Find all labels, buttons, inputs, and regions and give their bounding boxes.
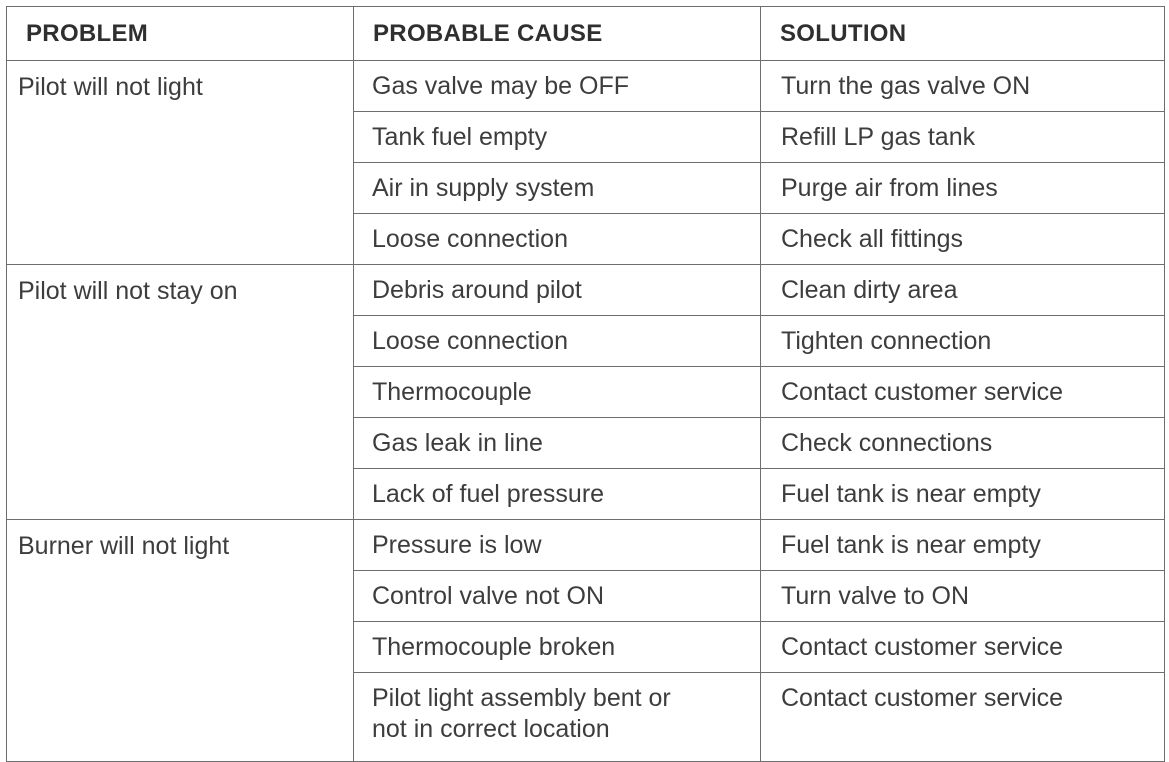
problem-cell: Pilot will not light — [7, 61, 354, 265]
solution-cell: Check all fittings — [761, 214, 1165, 265]
solution-cell: Turn the gas valve ON — [761, 61, 1165, 112]
cause-cell: Lack of fuel pressure — [354, 469, 761, 520]
troubleshooting-document — [6, 6, 1164, 746]
solution-cell: Clean dirty area — [761, 265, 1165, 316]
solution-cell: Fuel tank is near empty — [761, 520, 1165, 571]
cause-cell: Tank fuel empty — [354, 112, 761, 163]
solution-cell: Fuel tank is near empty — [761, 469, 1165, 520]
table-row — [7, 265, 1165, 316]
cause-cell: Loose connection — [354, 214, 761, 265]
cause-cell: Pressure is low — [354, 520, 761, 571]
cause-cell: Air in supply system — [354, 163, 761, 214]
cause-cell: Thermocouple — [354, 367, 761, 418]
header-problem: PROBLEM — [7, 7, 354, 61]
solution-cell: Contact customer service — [761, 673, 1165, 762]
solution-cell: Purge air from lines — [761, 163, 1165, 214]
cause-cell: Loose connection — [354, 316, 761, 367]
cause-cell: Thermocouple broken — [354, 622, 761, 673]
header-probable-cause: PROBABLE CAUSE — [354, 7, 761, 61]
table-row — [7, 520, 1165, 571]
cause-cell: Debris around pilot — [354, 265, 761, 316]
problem-cell: Burner will not light — [7, 520, 354, 762]
cause-cell: Control valve not ON — [354, 571, 761, 622]
cause-cell: Gas valve may be OFF — [354, 61, 761, 112]
table-header-row — [7, 7, 1165, 61]
cause-cell: Gas leak in line — [354, 418, 761, 469]
solution-cell: Turn valve to ON — [761, 571, 1165, 622]
header-solution: SOLUTION — [761, 7, 1165, 61]
solution-cell: Contact customer service — [761, 367, 1165, 418]
cause-cell: Pilot light assembly bent or not in correct location — [354, 673, 761, 762]
solution-cell: Contact customer service — [761, 622, 1165, 673]
solution-cell: Check connections — [761, 418, 1165, 469]
problem-cell: Pilot will not stay on — [7, 265, 354, 520]
table-row — [7, 61, 1165, 112]
troubleshooting-table — [6, 6, 1165, 762]
solution-cell: Refill LP gas tank — [761, 112, 1165, 163]
solution-cell: Tighten connection — [761, 316, 1165, 367]
